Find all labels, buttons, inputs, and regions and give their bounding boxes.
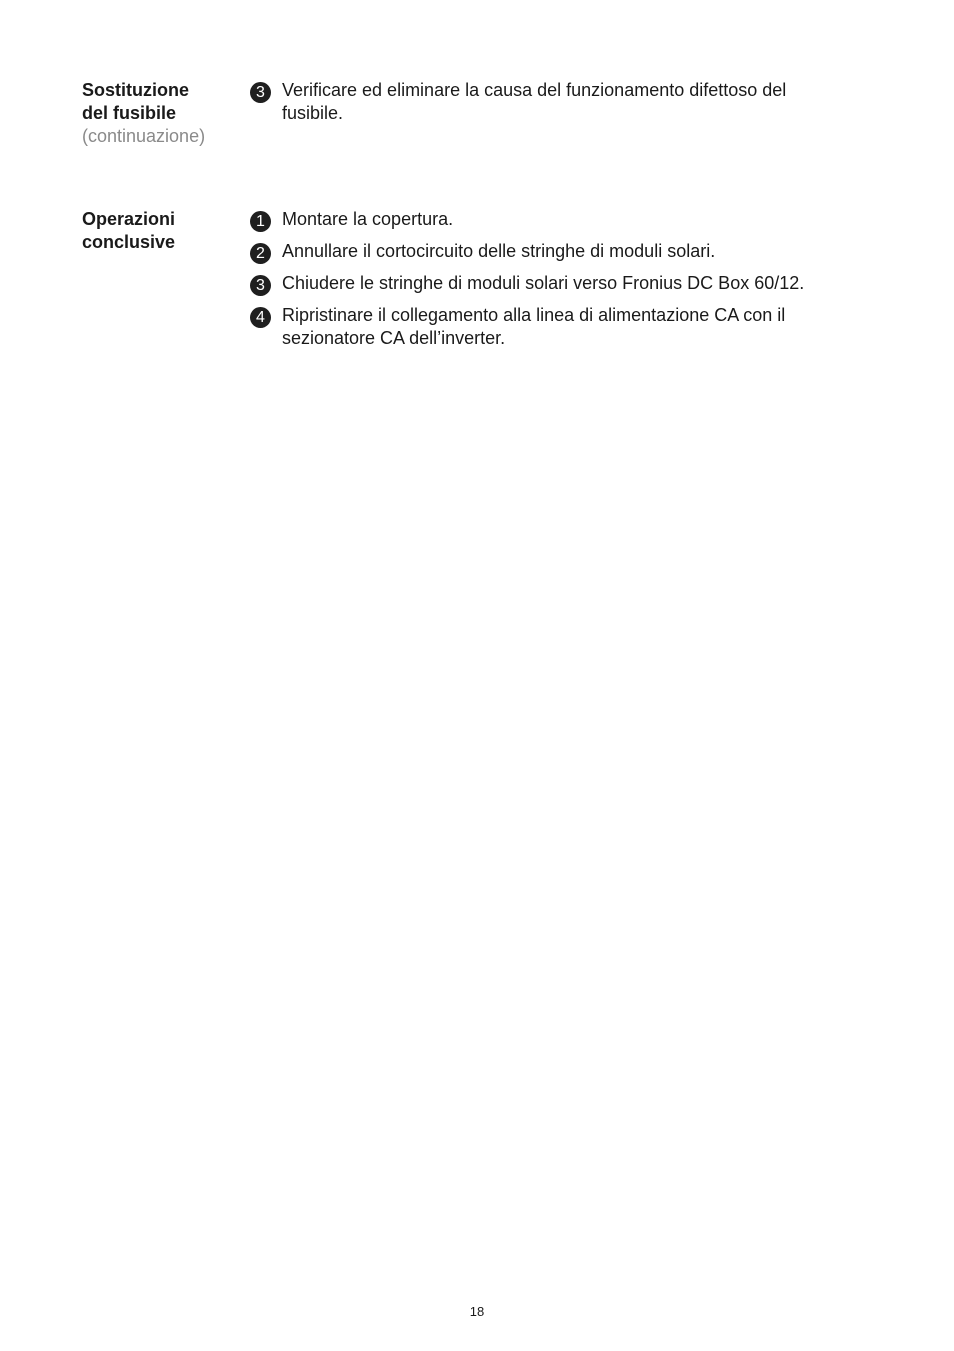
- page-number: 18: [469, 1304, 485, 1319]
- section-heading: [82, 208, 242, 254]
- step-number-badge: 2: [250, 243, 271, 264]
- step-text: Chiudere le stringhe di moduli solari verso Fronius DC Box 60/12.: [282, 273, 805, 293]
- step-number-badge: 1: [250, 211, 271, 232]
- step-text: Annullare il cortocircuito delle stringhe di moduli solari.: [282, 241, 716, 261]
- step-number-badge: 4: [250, 307, 271, 328]
- step-number-badge: 3: [250, 275, 271, 296]
- heading-line: del fusibile: [82, 103, 177, 123]
- step-item: [250, 272, 870, 295]
- heading-line: Sostituzione: [82, 80, 189, 100]
- step-item: [250, 304, 852, 350]
- step-list: [250, 79, 850, 134]
- step-text: Ripristinare il collegamento alla linea di alimentazione CA con il sezionatore CA dell’inverter.: [282, 305, 786, 348]
- heading-line: Operazioni: [82, 209, 176, 229]
- heading-line: conclusive: [82, 232, 176, 252]
- heading-subtitle: (continuazione): [82, 126, 206, 146]
- step-item: [250, 240, 870, 263]
- step-number-badge: 3: [250, 82, 271, 103]
- step-text: Verificare ed eliminare la causa del funzionamento difettoso del fusibile.: [282, 80, 787, 123]
- step-text: Montare la copertura.: [282, 209, 454, 229]
- step-list: [250, 208, 870, 359]
- step-item: [250, 79, 850, 125]
- section-heading: [82, 79, 242, 148]
- step-item: [250, 208, 870, 231]
